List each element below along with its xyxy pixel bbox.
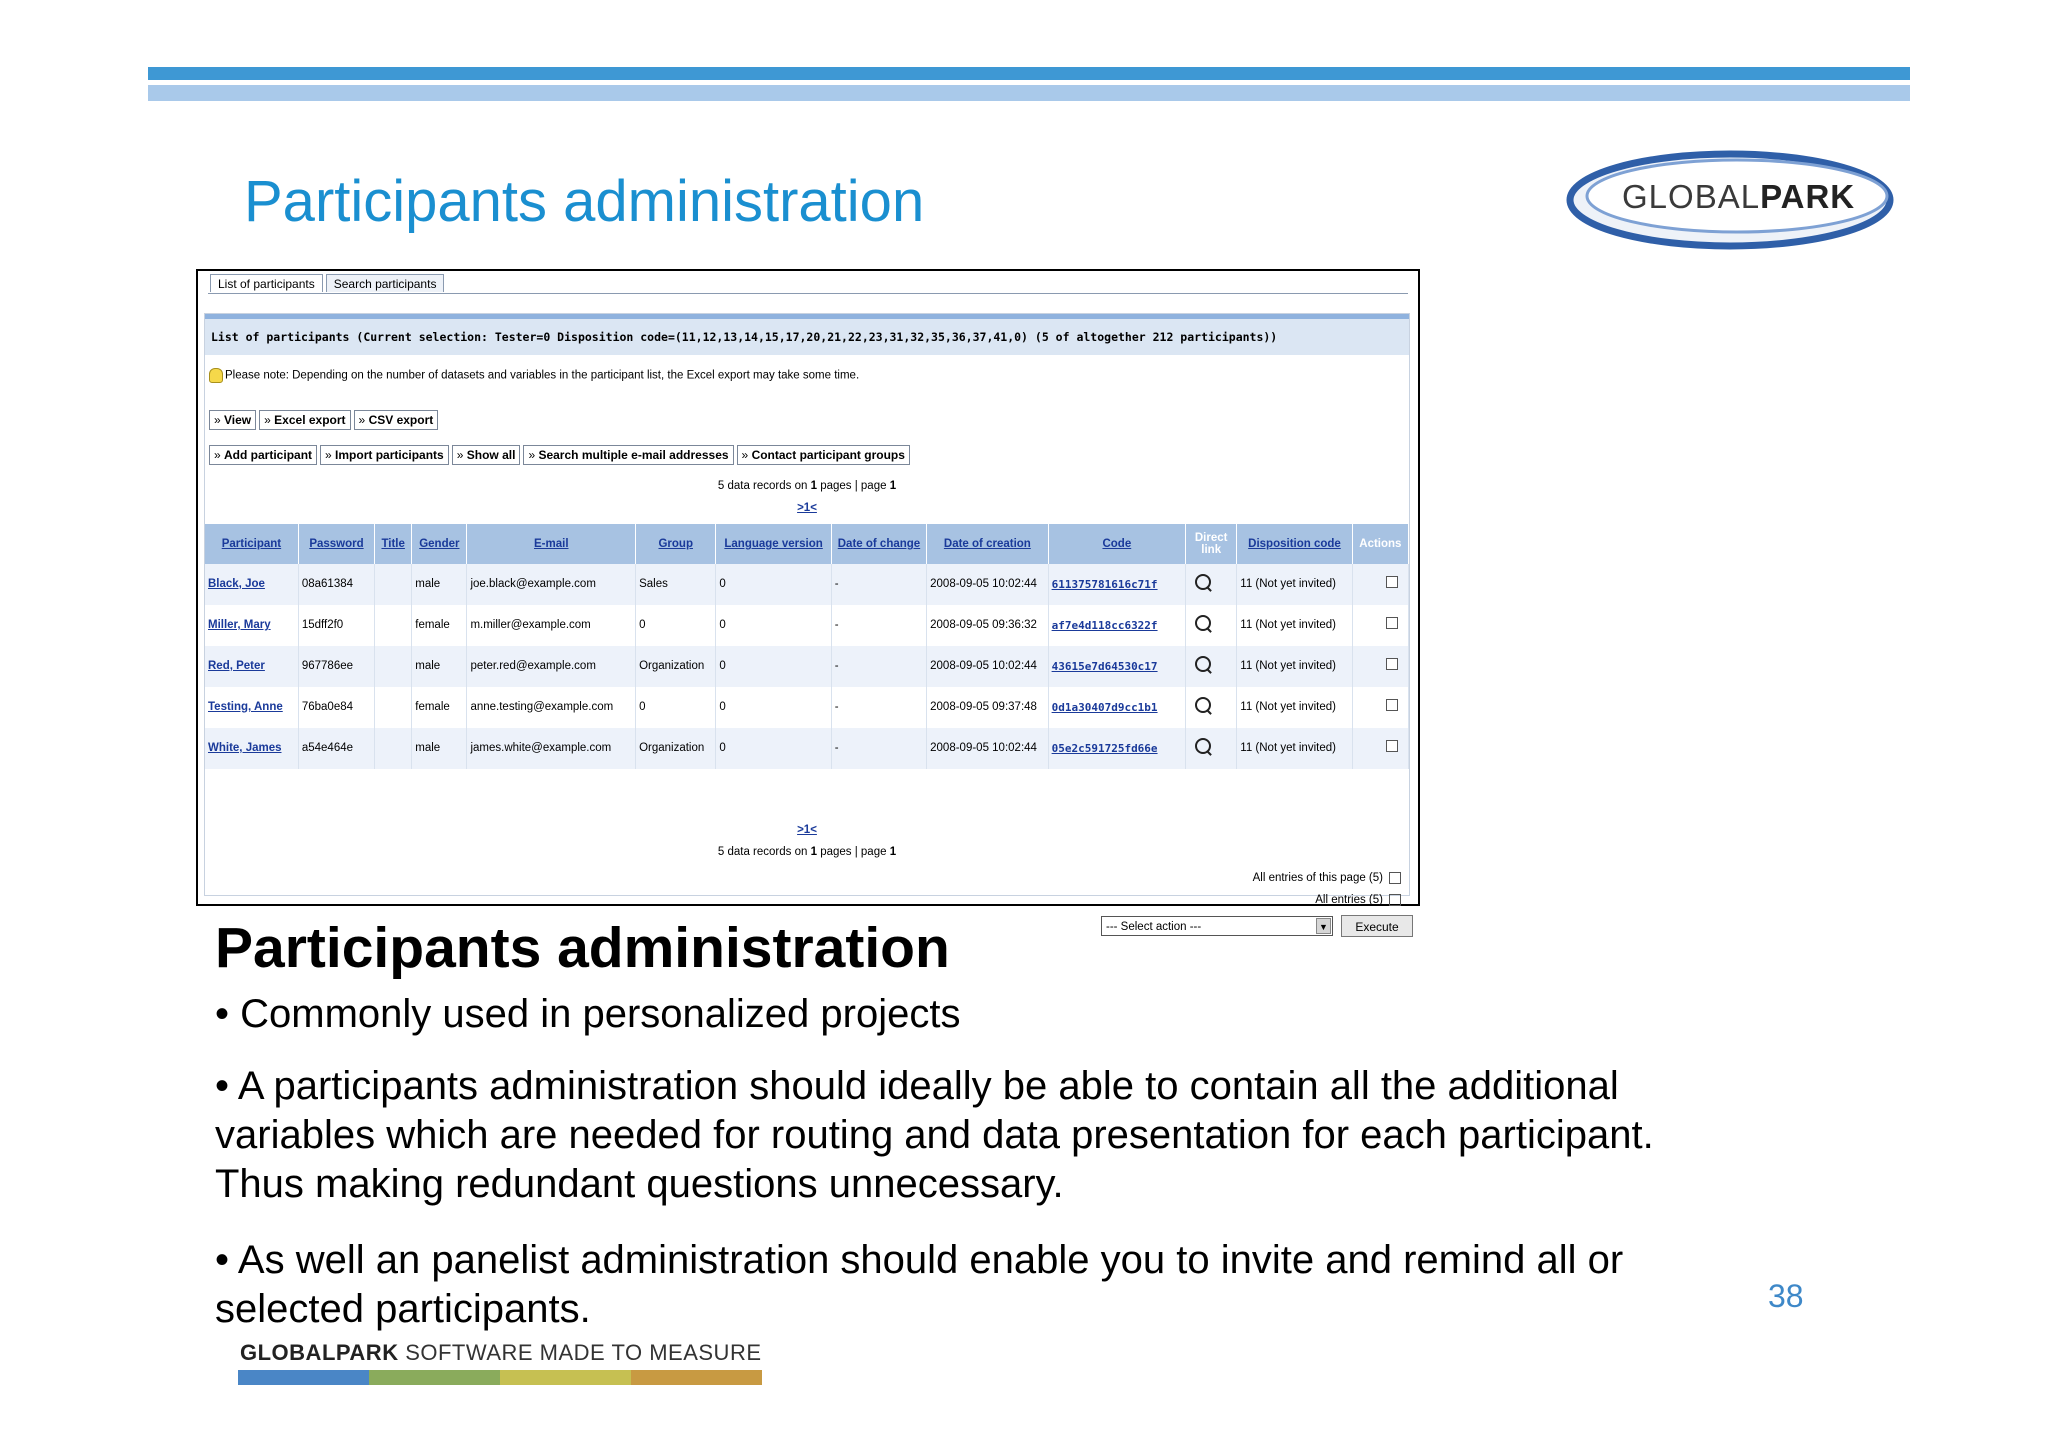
table-row [205,605,1409,646]
col-participant[interactable]: Participant [205,524,298,564]
action-select[interactable]: --- Select action --- ▼ [1101,916,1333,936]
col-password[interactable]: Password [298,524,374,564]
pager-info: 5 data records on 1 pages | page 1 [717,480,897,492]
magnifier-icon[interactable] [1195,656,1211,672]
table-row [205,564,1409,605]
cell-group: 0 [636,605,716,646]
col-email[interactable]: E-mail [467,524,636,564]
search-emails-button[interactable]: » Search multiple e-mail addresses [523,445,733,465]
cell-code[interactable]: af7e4d118cc6322f [1048,605,1186,646]
cell-changed: - [831,646,926,687]
col-gender[interactable]: Gender [412,524,467,564]
footer-bar-segment [500,1370,631,1385]
cell-changed: - [831,605,926,646]
cell-participant[interactable]: White, James [205,728,298,769]
slide-title: Participants administration [244,169,925,234]
select-all-page: All entries of this page (5) [1253,872,1401,884]
cell-language: 0 [716,728,831,769]
cell-actions [1352,605,1408,646]
cell-disposition: 11 (Not yet invited) [1237,687,1352,728]
footer-bar-segment [369,1370,500,1385]
col-date-change[interactable]: Date of change [831,524,926,564]
app-screenshot [196,269,1420,934]
row-checkbox[interactable] [1386,576,1398,588]
cell-email: joe.black@example.com [467,564,636,605]
cell-direct-link[interactable] [1186,605,1237,646]
bullet-3: • As well an panelist administration should enable you to invite and remind all or selected participants. [215,1238,1624,1331]
cell-email: anne.testing@example.com [467,687,636,728]
cell-participant[interactable]: Testing, Anne [205,687,298,728]
cell-actions [1352,646,1408,687]
cell-code[interactable]: 611375781616c71f [1048,564,1186,605]
tab-divider [208,293,1408,294]
magnifier-icon[interactable] [1195,697,1211,713]
cell-language: 0 [716,646,831,687]
cell-direct-link[interactable] [1186,687,1237,728]
cell-disposition: 11 (Not yet invited) [1237,646,1352,687]
select-page-checkbox[interactable] [1389,872,1401,884]
cell-code[interactable]: 43615e7d64530c17 [1048,646,1186,687]
col-disposition[interactable]: Disposition code [1237,524,1352,564]
cell-language: 0 [716,605,831,646]
cell-created: 2008-09-05 10:02:44 [927,646,1048,687]
cell-title [375,605,412,646]
pager-info-bottom: 5 data records on 1 pages | page 1 [717,846,897,858]
cell-gender: male [412,728,467,769]
cell-email: m.miller@example.com [467,605,636,646]
row-checkbox[interactable] [1386,617,1398,629]
cell-gender: female [412,687,467,728]
magnifier-icon[interactable] [1195,574,1211,590]
cell-gender: male [412,646,467,687]
cell-actions [1352,728,1408,769]
export-toolbar [209,410,438,430]
footer-bar-segment [238,1370,369,1385]
page-link-bottom[interactable]: >1< [797,824,817,836]
chevron-down-icon: ▼ [1316,918,1331,934]
cell-code[interactable]: 05e2c591725fd66e [1048,728,1186,769]
row-checkbox[interactable] [1386,658,1398,670]
view-button[interactable]: » View [209,410,256,430]
page-number: 38 [1768,1278,1804,1314]
col-direct-link: Direct link [1186,524,1237,564]
participants-table [205,524,1409,769]
cell-password: 08a61384 [298,564,374,605]
contact-groups-button[interactable]: » Contact participant groups [737,445,910,465]
cell-changed: - [831,564,926,605]
cell-password: 76ba0e84 [298,687,374,728]
footer-tagline: GLOBALPARK SOFTWARE MADE TO MEASURE [240,1340,762,1365]
execute-button[interactable]: Execute [1341,915,1413,937]
cell-created: 2008-09-05 10:02:44 [927,728,1048,769]
cell-direct-link[interactable] [1186,728,1237,769]
participant-panel [204,313,1410,934]
cell-disposition: 11 (Not yet invited) [1237,564,1352,605]
cell-group: Organization [636,646,716,687]
cell-created: 2008-09-05 09:37:48 [927,687,1048,728]
table-row [205,646,1409,687]
participant-toolbar [209,445,910,465]
cell-password: 967786ee [298,646,374,687]
cell-disposition: 11 (Not yet invited) [1237,728,1352,769]
show-all-button[interactable]: » Show all [452,445,521,465]
top-accent-bar-light [148,85,1910,101]
cell-changed: - [831,687,926,728]
add-participant-button[interactable]: » Add participant [209,445,317,465]
import-participants-button[interactable]: » Import participants [320,445,449,465]
table-row [205,687,1409,728]
cell-actions [1352,564,1408,605]
cell-created: 2008-09-05 10:02:44 [927,564,1048,605]
bullet-2: • A participants administration should ideally be able to contain all the additional variables which are needed for routing and data presentation for each participant. Thus making redundant questions unnecessary. [215,1064,1654,1206]
cell-participant[interactable]: Miller, Mary [205,605,298,646]
globalpark-logo: GLOBALPARK [1562,144,1898,256]
tab-list-of-participants[interactable]: List of participants [210,274,323,292]
col-group[interactable]: Group [636,524,716,564]
cell-password: a54e464e [298,728,374,769]
cell-actions [1352,687,1408,728]
cell-group: Organization [636,728,716,769]
export-note: Please note: Depending on the number of datasets and variables in the participant list, the Excel export may take some time. [209,368,859,383]
col-language[interactable]: Language version [716,524,831,564]
magnifier-icon[interactable] [1195,615,1211,631]
section-heading: Participants administration [215,916,950,980]
cell-password: 15dff2f0 [298,605,374,646]
tab-search-participants[interactable]: Search participants [326,274,445,292]
cell-language: 0 [716,687,831,728]
tab-bar [210,274,444,292]
cell-gender: female [412,605,467,646]
col-title[interactable]: Title [375,524,412,564]
cell-title [375,564,412,605]
top-accent-bar [148,67,1910,80]
cell-title [375,687,412,728]
table-row [205,728,1409,769]
list-header: List of participants (Current selection: Tester=0 Disposition code=(11,12,13,14,15,17,20,21,22,23,31,32,35,36,37,41,0) (5 of altogether 212 participants)) [205,314,1409,355]
cell-title [375,728,412,769]
col-actions: Actions [1352,524,1408,564]
cell-group: Sales [636,564,716,605]
excel-export-button[interactable]: » Excel export [259,410,350,430]
csv-export-button[interactable]: » CSV export [354,410,439,430]
row-checkbox[interactable] [1386,740,1398,752]
cell-group: 0 [636,687,716,728]
cell-email: james.white@example.com [467,728,636,769]
cell-language: 0 [716,564,831,605]
col-code[interactable]: Code [1048,524,1186,564]
cell-title [375,646,412,687]
cell-changed: - [831,728,926,769]
lightbulb-icon [209,368,223,383]
page-link[interactable]: >1< [797,502,817,514]
cell-disposition: 11 (Not yet invited) [1237,605,1352,646]
bullet-1: • Commonly used in personalized projects [215,992,961,1036]
cell-created: 2008-09-05 09:36:32 [927,605,1048,646]
select-all-entries: All entries (5) [1315,894,1401,906]
cell-participant[interactable]: Red, Peter [205,646,298,687]
col-date-creation[interactable]: Date of creation [927,524,1048,564]
cell-gender: male [412,564,467,605]
row-checkbox[interactable] [1386,699,1398,711]
cell-participant[interactable]: Black, Joe [205,564,298,605]
footer-bar-segment [631,1370,762,1385]
table-header-row [205,524,1409,564]
cell-direct-link[interactable] [1186,646,1237,687]
cell-direct-link[interactable] [1186,564,1237,605]
table-body [205,564,1409,769]
cell-code[interactable]: 0d1a30407d9cc1b1 [1048,687,1186,728]
magnifier-icon[interactable] [1195,738,1211,754]
select-all-checkbox[interactable] [1389,894,1401,906]
cell-email: peter.red@example.com [467,646,636,687]
